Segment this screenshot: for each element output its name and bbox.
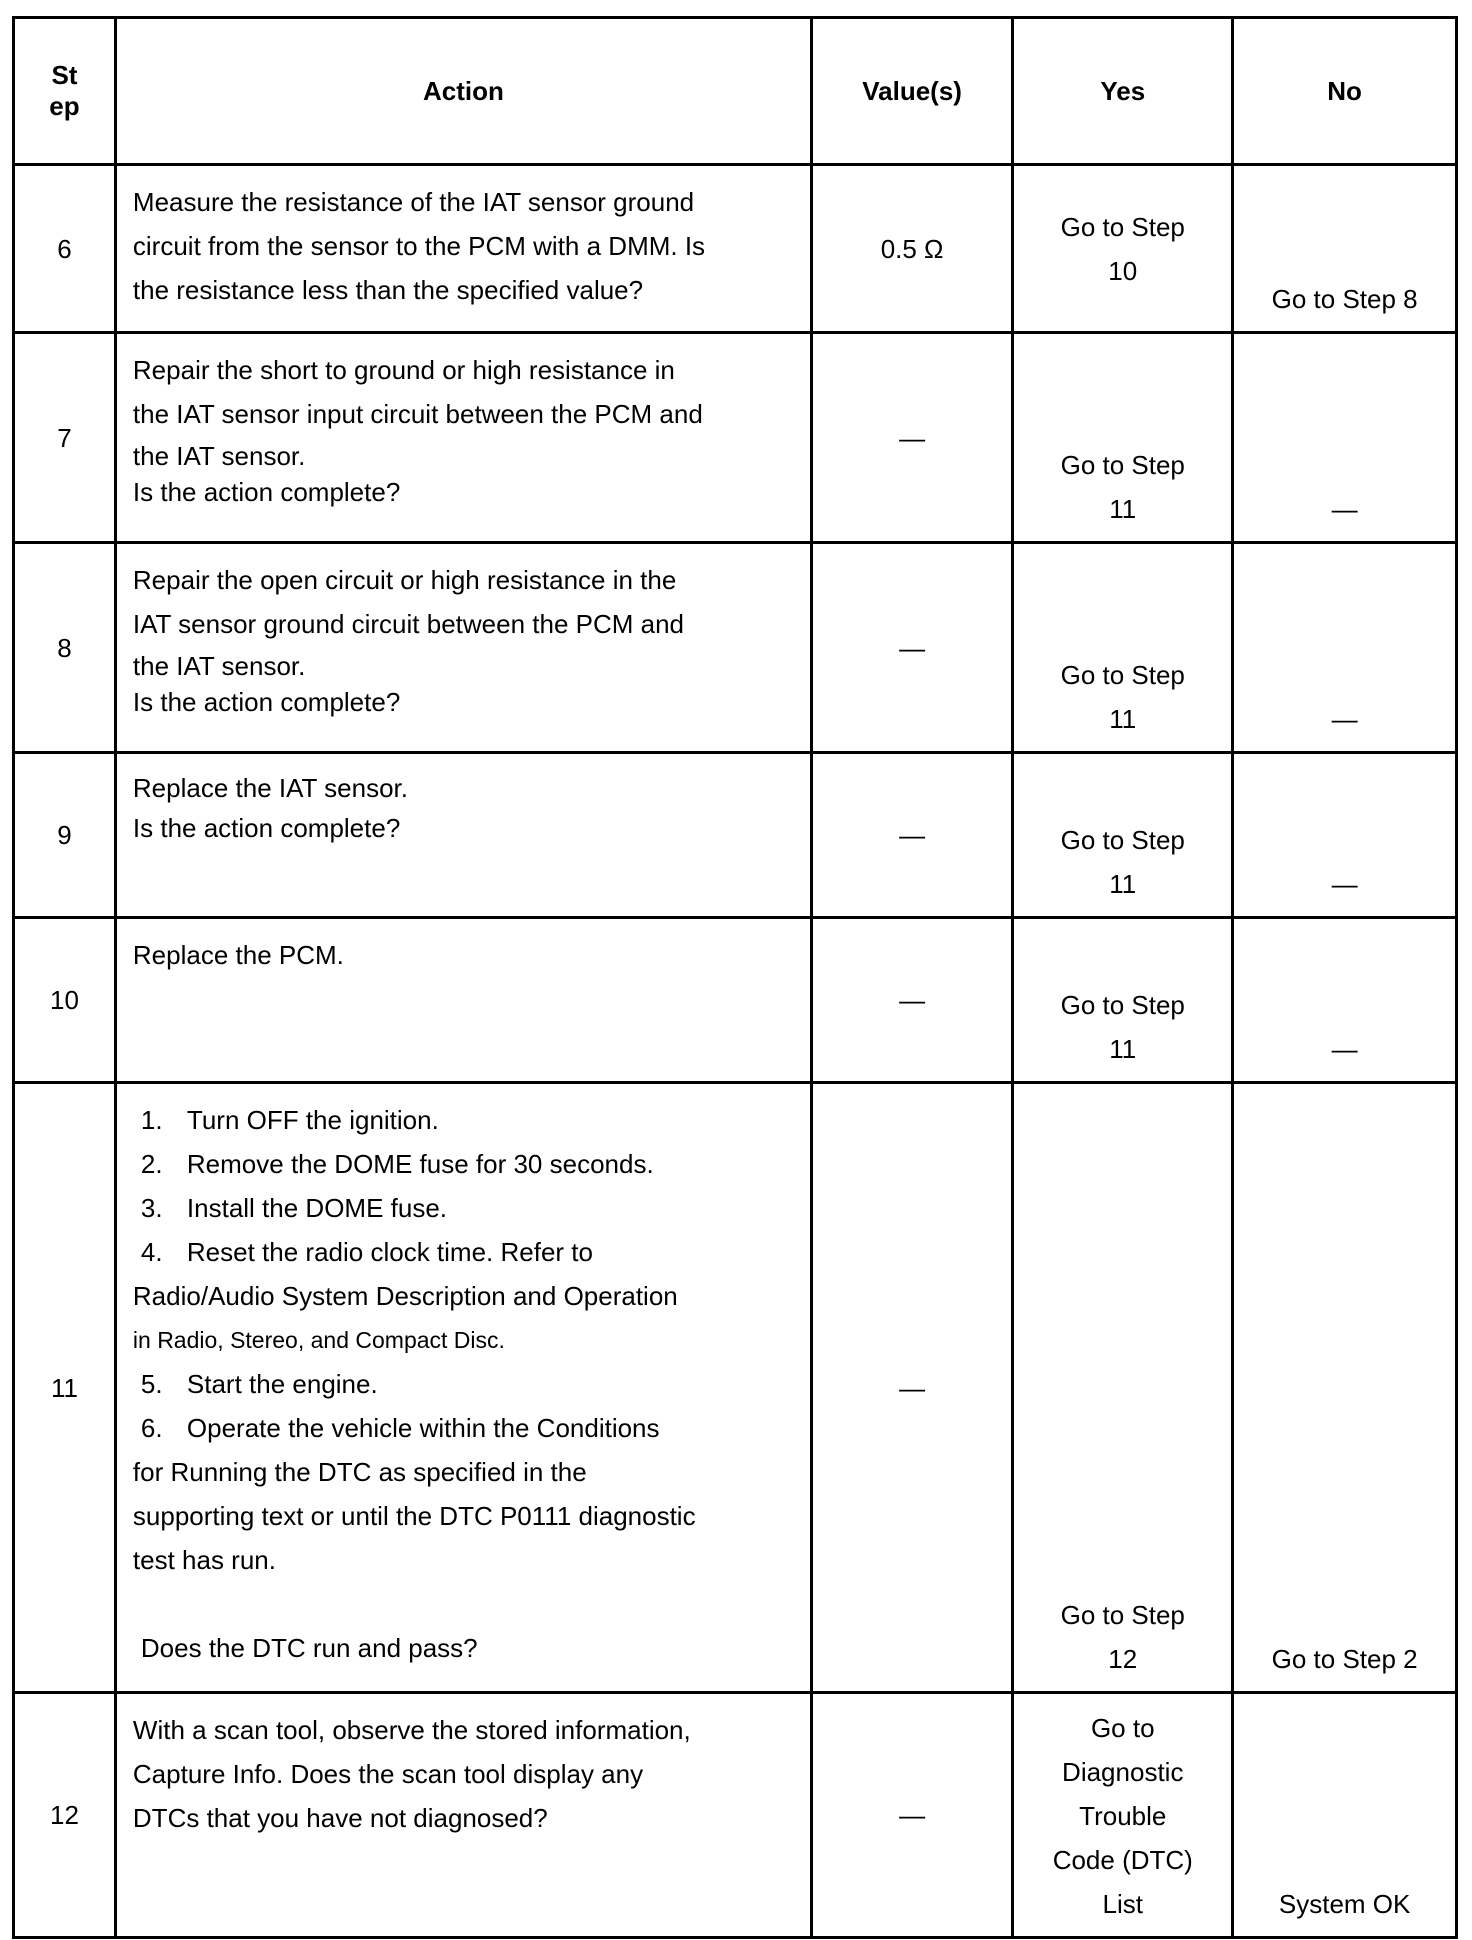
table-row xyxy=(14,1083,1457,1693)
step-cell: 10 xyxy=(14,918,116,1083)
action-line: Capture Info. Does the scan tool display any xyxy=(132,1759,644,1789)
yes-line: 10 xyxy=(1108,255,1138,286)
numbered-step xyxy=(133,1186,794,1230)
yes-cell xyxy=(1013,333,1233,543)
yes-line: 11 xyxy=(1109,869,1137,899)
step-text: Reset the radio clock time. Refer to xyxy=(186,1237,593,1267)
action-line: the IAT sensor. xyxy=(132,441,306,471)
value-cell: — xyxy=(811,753,1012,918)
action-line: Is the action complete? xyxy=(132,813,401,843)
action-line: the resistance less than the specified value? xyxy=(132,275,644,305)
action-line: Radio/Audio System Description and Operation xyxy=(132,1281,678,1311)
yes-line: 11 xyxy=(1109,1034,1137,1064)
no-cell: — xyxy=(1233,753,1457,918)
step-number: 2. xyxy=(140,1149,163,1179)
no-cell: Go to Step 2 xyxy=(1233,1083,1457,1693)
action-line: Repair the short to ground or high resistance in xyxy=(132,355,675,385)
action-cell xyxy=(115,1083,811,1693)
no-cell: System OK xyxy=(1233,1693,1457,1938)
step-number: 5. xyxy=(140,1369,163,1399)
header-values: Value(s) xyxy=(811,18,1012,165)
action-cell xyxy=(115,333,811,543)
action-line: Replace the PCM. xyxy=(132,940,344,970)
header-step xyxy=(14,18,116,165)
yes-line: 11 xyxy=(1109,494,1137,524)
step-number: 1. xyxy=(140,1105,163,1135)
numbered-step xyxy=(133,1142,794,1186)
step-text: Install the DOME fuse. xyxy=(186,1193,448,1223)
header-step-line1: St xyxy=(51,60,78,90)
yes-line: Go to Step xyxy=(1060,450,1185,480)
step-cell: 6 xyxy=(14,165,116,333)
action-cell xyxy=(115,165,811,333)
action-cell xyxy=(115,753,811,918)
yes-cell xyxy=(1013,1083,1233,1693)
action-line: Replace the IAT sensor. xyxy=(132,773,408,803)
numbered-step xyxy=(133,1230,794,1274)
step-text: Turn OFF the ignition. xyxy=(186,1105,439,1135)
table-row xyxy=(14,333,1457,543)
action-line: in Radio, Stereo, and Compact Disc. xyxy=(132,1327,505,1353)
action-cell xyxy=(115,1693,811,1938)
action-line: supporting text or until the DTC P0111 diagnostic xyxy=(132,1501,696,1531)
step-text: Start the engine. xyxy=(186,1369,378,1399)
no-cell: — xyxy=(1233,918,1457,1083)
numbered-step xyxy=(133,1098,794,1142)
value-cell: — xyxy=(811,1693,1012,1938)
step-text: Operate the vehicle within the Conditions xyxy=(186,1413,660,1443)
step-cell: 9 xyxy=(14,753,116,918)
table-row xyxy=(14,753,1457,918)
yes-line: 11 xyxy=(1109,704,1137,734)
numbered-step xyxy=(133,1406,794,1450)
action-question: Does the DTC run and pass? xyxy=(140,1633,478,1663)
step-cell: 11 xyxy=(14,1083,116,1693)
no-cell: Go to Step 8 xyxy=(1233,165,1457,333)
yes-line: Go to Step xyxy=(1060,660,1185,690)
action-line: IAT sensor ground circuit between the PCM and xyxy=(132,609,685,639)
yes-cell xyxy=(1013,753,1233,918)
numbered-step xyxy=(133,1362,794,1406)
value-cell: — xyxy=(811,918,1012,1083)
table-row xyxy=(14,918,1457,1083)
yes-cell xyxy=(1013,165,1233,333)
spacer xyxy=(133,1582,794,1626)
value-cell: — xyxy=(811,333,1012,543)
header-row xyxy=(14,18,1457,165)
step-number: 3. xyxy=(140,1193,163,1223)
diagnostic-table xyxy=(12,16,1458,1939)
no-cell: — xyxy=(1233,543,1457,753)
action-cell xyxy=(115,543,811,753)
step-cell: 7 xyxy=(14,333,116,543)
yes-cell xyxy=(1013,1693,1233,1938)
yes-line: Go to Step xyxy=(1060,1600,1185,1630)
action-line: the IAT sensor. xyxy=(132,651,306,681)
header-step-line2: ep xyxy=(49,91,80,121)
action-line: With a scan tool, observe the stored information, xyxy=(132,1715,691,1745)
yes-cell xyxy=(1013,918,1233,1083)
value-cell: — xyxy=(811,543,1012,753)
action-line: Is the action complete? xyxy=(132,477,401,507)
action-line: the IAT sensor input circuit between the PCM and xyxy=(132,399,703,429)
action-cell xyxy=(115,918,811,1083)
step-text: Remove the DOME fuse for 30 seconds. xyxy=(186,1149,654,1179)
step-number: 4. xyxy=(140,1237,163,1267)
yes-line: Go to Step xyxy=(1060,211,1185,242)
yes-line: List xyxy=(1102,1889,1143,1919)
value-cell: 0.5 Ω xyxy=(811,165,1012,333)
yes-line: Go to Step xyxy=(1060,825,1185,855)
no-cell: — xyxy=(1233,333,1457,543)
header-yes: Yes xyxy=(1013,18,1233,165)
yes-line: Code (DTC) xyxy=(1052,1845,1193,1875)
step-cell: 8 xyxy=(14,543,116,753)
action-line: DTCs that you have not diagnosed? xyxy=(132,1803,548,1833)
yes-line: Go to xyxy=(1090,1713,1155,1743)
value-cell: — xyxy=(811,1083,1012,1693)
action-line: Repair the open circuit or high resistance in the xyxy=(132,565,677,595)
yes-line: Diagnostic xyxy=(1062,1757,1184,1787)
action-line: Is the action complete? xyxy=(132,687,401,717)
action-line: test has run. xyxy=(132,1545,276,1575)
action-line: circuit from the sensor to the PCM with a DMM. Is xyxy=(132,231,706,261)
step-cell: 12 xyxy=(14,1693,116,1938)
step-number: 6. xyxy=(140,1413,163,1443)
yes-cell xyxy=(1013,543,1233,753)
table-row xyxy=(14,1693,1457,1938)
table-row xyxy=(14,543,1457,753)
action-line: Measure the resistance of the IAT sensor ground xyxy=(132,187,695,217)
action-line: for Running the DTC as specified in the xyxy=(132,1457,587,1487)
yes-line: Trouble xyxy=(1079,1801,1167,1831)
yes-line: Go to Step xyxy=(1060,990,1185,1020)
table-row xyxy=(14,165,1457,333)
yes-line: 12 xyxy=(1108,1644,1138,1674)
header-action: Action xyxy=(115,18,811,165)
header-no: No xyxy=(1233,18,1457,165)
